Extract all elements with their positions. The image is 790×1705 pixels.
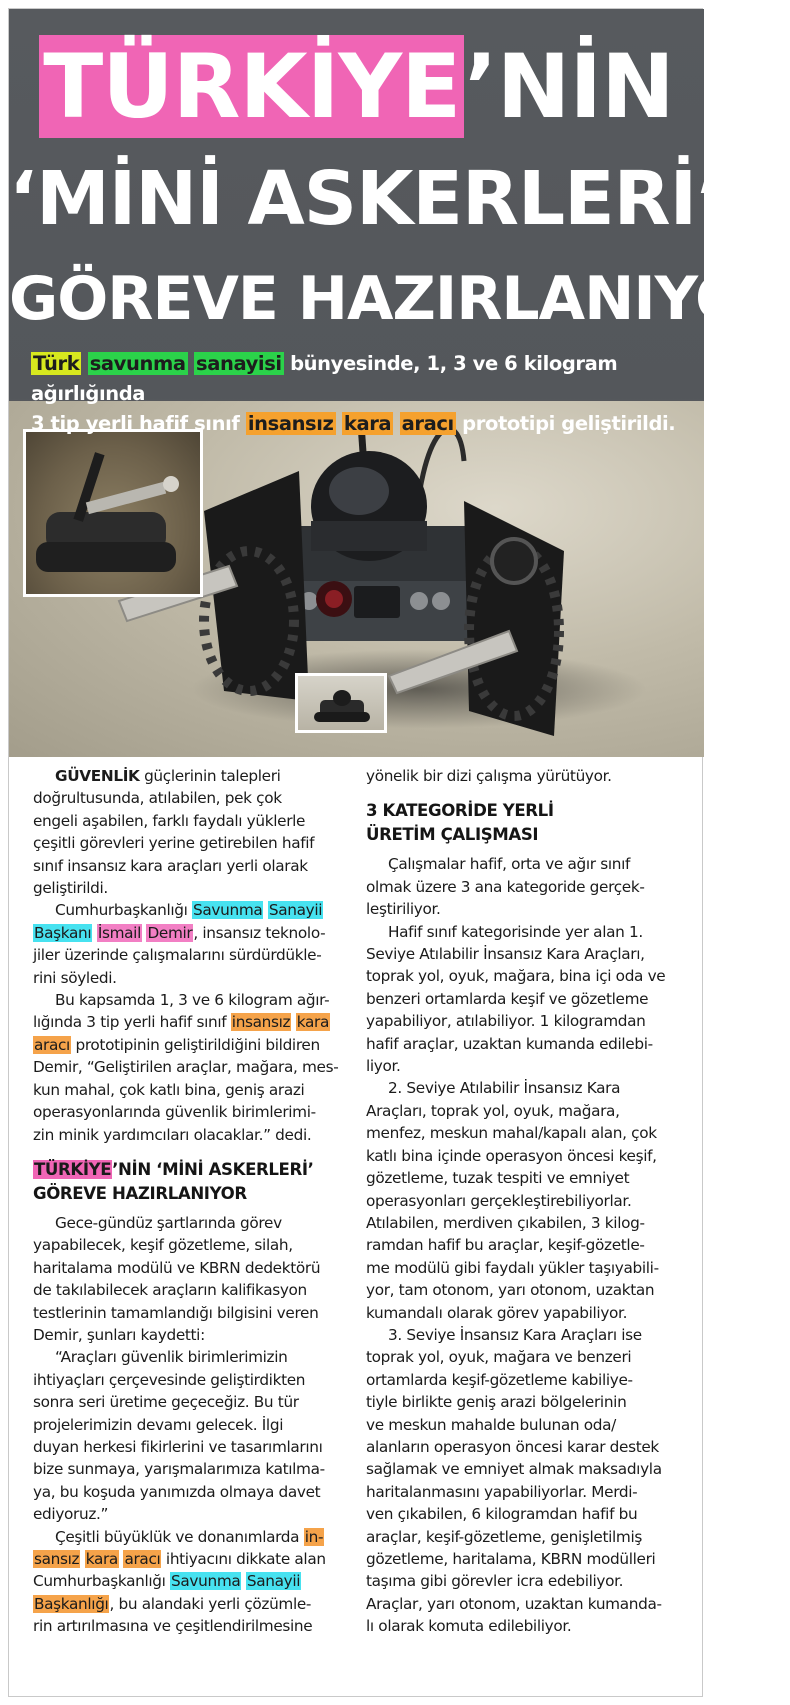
text-line: gözetleme, tuzak tespiti ve emniyet	[366, 1169, 630, 1188]
text-line: toprak yol, oyuk, mağara, bina içi oda ve	[366, 967, 666, 986]
paragraph	[366, 1077, 682, 1323]
headline-line-1-rest: ’NİN	[464, 35, 674, 138]
highlight-word: Başkanlığı	[34, 1594, 109, 1613]
deck-text: bünyesinde, 1, 3 ve 6 kilogram ağırlığında	[31, 352, 618, 405]
deck-summary	[31, 349, 691, 439]
text-line: Bu kapsamda 1, 3 ve 6 kilogram ağır-	[55, 991, 330, 1010]
text-line: duyan herkesi fikirlerini ve tasarımlarını	[33, 1437, 323, 1456]
text-line: engeli aşabilen, farklı faydalı yüklerle	[33, 811, 306, 830]
highlight-word: aracı	[34, 1035, 70, 1054]
text-line: lığında 3 tip yerli hafif sınıf	[33, 1013, 231, 1032]
subhead-highlight: TÜRKİYE	[34, 1159, 112, 1179]
text-line: yapabilecek, keşif gözetleme, silah,	[33, 1236, 293, 1255]
quote-paragraph	[33, 1346, 343, 1525]
text-line: yor, tam otonom, yarı otonom, uzaktan	[366, 1281, 655, 1300]
text-line: , insansız teknolo-	[193, 923, 326, 942]
text-line: Demir, şunları kaydetti:	[33, 1325, 205, 1344]
deck-highlight-word: savunma	[89, 352, 186, 375]
highlight-word: kara	[296, 1013, 329, 1032]
text-line: “Araçları güvenlik birimlerimizin	[55, 1348, 288, 1367]
text-line: 2. Seviye Atılabilir İnsansız Kara	[388, 1079, 621, 1098]
article-column-left	[33, 765, 343, 1638]
paragraph	[33, 989, 343, 1146]
highlight-word: Savunma	[193, 901, 263, 920]
section-subhead	[33, 1158, 343, 1206]
deck-highlight-word: Türk	[33, 352, 80, 375]
text-line: güçlerinin talepleri	[139, 767, 281, 785]
text-line: ediyoruz.”	[33, 1505, 109, 1524]
text-line: kun mahal, çok katlı bina, geniş arazi	[33, 1080, 305, 1099]
highlight-word: aracı	[124, 1550, 161, 1568]
lead-word: GÜVENLİK	[55, 767, 140, 785]
text-line: yapabiliyor, atılabiliyor. 1 kilogramdan	[366, 1012, 646, 1031]
text-line: kumandalı olarak görev yapabiliyor.	[366, 1303, 628, 1322]
text-line: , bu alandaki yerli çözümle-	[109, 1594, 312, 1613]
headline-line-3: GÖREVE HAZIRLANIYOR	[9, 264, 790, 334]
text-line: operasyonlarında güvenlik birimlerimi-	[33, 1103, 316, 1122]
text-line: testlerinin tamamlandığı bilgisini veren	[33, 1303, 319, 1322]
article-column-right	[366, 765, 682, 1638]
text-line: Hafif sınıf kategorisinde yer alan 1.	[388, 922, 643, 941]
text-line: zin minik yardımcıları olacaklar.” dedi.	[33, 1125, 312, 1144]
deck-highlight-word: sanayisi	[196, 352, 282, 375]
text-line: Seviye Atılabilir İnsansız Kara Araçları,	[366, 945, 645, 964]
text-line: me modülü gibi faydalı yükler taşıyabili-	[366, 1258, 659, 1277]
deck-text: prototipi geliştirildi.	[455, 412, 676, 435]
text-line: Araçları, toprak yol, oyuk, mağara,	[366, 1101, 620, 1120]
text-line: lı olarak komuta edilebiliyor.	[366, 1617, 572, 1636]
highlight-word: İsmail	[97, 923, 141, 942]
deck-text: 3 tip yerli hafif sınıf	[31, 412, 246, 435]
text-line: haritalama modülü ve KBRN dedektörü	[33, 1258, 321, 1277]
subhead-text: ’NİN ‘MİNİ ASKERLERİ’	[112, 1159, 314, 1179]
text-line: liyor.	[366, 1057, 401, 1076]
deck-highlight-word: insansız	[247, 412, 334, 435]
text-line: 3. Seviye İnsansız Kara Araçları ise	[388, 1325, 642, 1344]
text-line: leştiriliyor.	[366, 900, 441, 919]
text-line: haritalanmasını yapabiliyorlar. Merdi-	[366, 1482, 638, 1501]
text-line: ven çıkabilen, 6 kilogramdan hafif bu	[366, 1505, 638, 1524]
text-line: ortamlarda keşif-gözetleme kabiliye-	[366, 1370, 633, 1389]
text-line: Cumhurbaşkanlığı	[33, 1572, 171, 1591]
highlight-word: Sanayii	[246, 1572, 301, 1591]
text-line: ramdan hafif bu araçlar, keşif-gözetle-	[366, 1236, 645, 1255]
text-line: operasyonları gerçekleştirebiliyorlar.	[366, 1191, 632, 1210]
robot-thumbnail-photo	[295, 673, 387, 733]
deck-highlight-word: kara	[343, 412, 392, 435]
text-line: ihtiyaçları çerçevesinde geliştirdikten	[33, 1370, 306, 1389]
text-line: yönelik bir dizi çalışma yürütüyor.	[366, 767, 612, 785]
highlight-word: Başkanı	[34, 923, 92, 942]
subhead-text: 3 KATEGORİDE YERLİ	[366, 801, 554, 821]
headline-highlight: TÜRKİYE	[39, 35, 464, 138]
highlight-word: in-	[304, 1527, 324, 1546]
paragraph	[33, 765, 343, 899]
hero-banner	[9, 9, 790, 757]
text-line: prototipinin geliştirildiğini bildiren	[70, 1035, 320, 1054]
text-line: sınıf insansız kara araçları yerli olarak	[33, 856, 308, 875]
text-line: de takılabilecek araçların kalifikasyon	[33, 1281, 307, 1300]
highlight-word: Savunma	[171, 1572, 241, 1591]
text-line: Atılabilen, merdiven çıkabilen, 3 kilog-	[366, 1213, 645, 1232]
text-line: ve meskun mahalde bulunan oda/	[366, 1415, 616, 1434]
headline-line-2: ‘MİNİ ASKERLERİ’	[9, 156, 724, 242]
section-subhead	[366, 799, 682, 847]
highlight-word: sansız	[34, 1550, 80, 1568]
paragraph	[366, 921, 682, 1078]
text-line: sağlamak ve emniyet almak maksadıyla	[366, 1460, 662, 1479]
deck-highlight-word: aracı	[401, 412, 454, 435]
text-line: gözetleme, haritalama, KBRN modülleri	[366, 1550, 656, 1568]
text-line: araçlar, keşif-gözetleme, genişletilmiş	[366, 1527, 642, 1546]
text-line: katlı bina içinde operasyon öncesi keşif,	[366, 1146, 657, 1165]
small-robot-arm-photo	[23, 429, 203, 597]
text-line: taşıma gibi görevler icra edebiliyor.	[366, 1572, 624, 1591]
paragraph	[366, 765, 682, 787]
newspaper-page	[8, 8, 790, 1697]
highlight-word: kara	[85, 1550, 118, 1568]
text-line: tiyle birlikte geniş arazi bölgelerinin	[366, 1393, 627, 1412]
text-line: Demir, “Geliştirilen araçlar, mağara, mes-	[33, 1058, 339, 1077]
headline-line-1	[9, 37, 704, 137]
text-line: ihtiyacını dikkate alan	[161, 1550, 326, 1568]
text-line: çeşitli görevleri yerine getirebilen hafif	[33, 834, 315, 853]
paragraph	[33, 1526, 343, 1638]
text-line: Çeşitli büyüklük ve donanımlarda	[55, 1527, 304, 1546]
text-line: doğrultusunda, atılabilen, pek çok	[33, 789, 282, 808]
text-line: olmak üzere 3 ana kategoride gerçek-	[366, 877, 645, 896]
paragraph	[366, 1324, 682, 1638]
text-line: alanların operasyon öncesi karar destek	[366, 1437, 659, 1456]
subhead-text: GÖREVE HAZIRLANIYOR	[33, 1183, 247, 1203]
text-line: bize sunmaya, yarışmalarımıza katılma-	[33, 1460, 325, 1479]
paragraph	[366, 853, 682, 920]
text-line: menfez, meskun mahal/kapalı alan, çok	[366, 1124, 657, 1143]
text-line: Cumhurbaşkanlığı	[55, 901, 193, 920]
paragraph	[33, 1212, 343, 1346]
text-line: Araçlar, yarı otonom, uzaktan kumanda-	[366, 1594, 662, 1613]
text-line: jiler üzerinde çalışmalarını sürdürdükle-	[33, 946, 322, 965]
text-line: projelerimizin devamı gelecek. İlgi	[33, 1415, 284, 1434]
text-line: ya, bu koşuda yanımızda olmaya davet	[33, 1482, 321, 1501]
highlight-word: Demir	[147, 923, 193, 942]
highlight-word: insansız	[231, 1013, 291, 1032]
paragraph	[33, 899, 343, 989]
text-line: geliştirildi.	[33, 879, 108, 898]
subhead-text: ÜRETİM ÇALIŞMASI	[366, 825, 539, 845]
text-line: rini söyledi.	[33, 968, 117, 987]
text-line: rin artırılmasına ve çeşitlendirilmesine	[33, 1617, 313, 1636]
text-line: toprak yol, oyuk, mağara ve benzeri	[366, 1348, 632, 1367]
text-line: sonra seri üretime geçeceğiz. Bu tür	[33, 1393, 299, 1412]
text-line: benzeri ortamlarda keşif ve gözetleme	[366, 989, 649, 1008]
text-line: Çalışmalar hafif, orta ve ağır sınıf	[388, 855, 631, 874]
text-line: hafif araçlar, uzaktan kumanda edilebi-	[366, 1034, 653, 1053]
text-line: Gece-gündüz şartlarında görev	[55, 1213, 282, 1232]
highlight-word: Sanayii	[268, 901, 323, 920]
